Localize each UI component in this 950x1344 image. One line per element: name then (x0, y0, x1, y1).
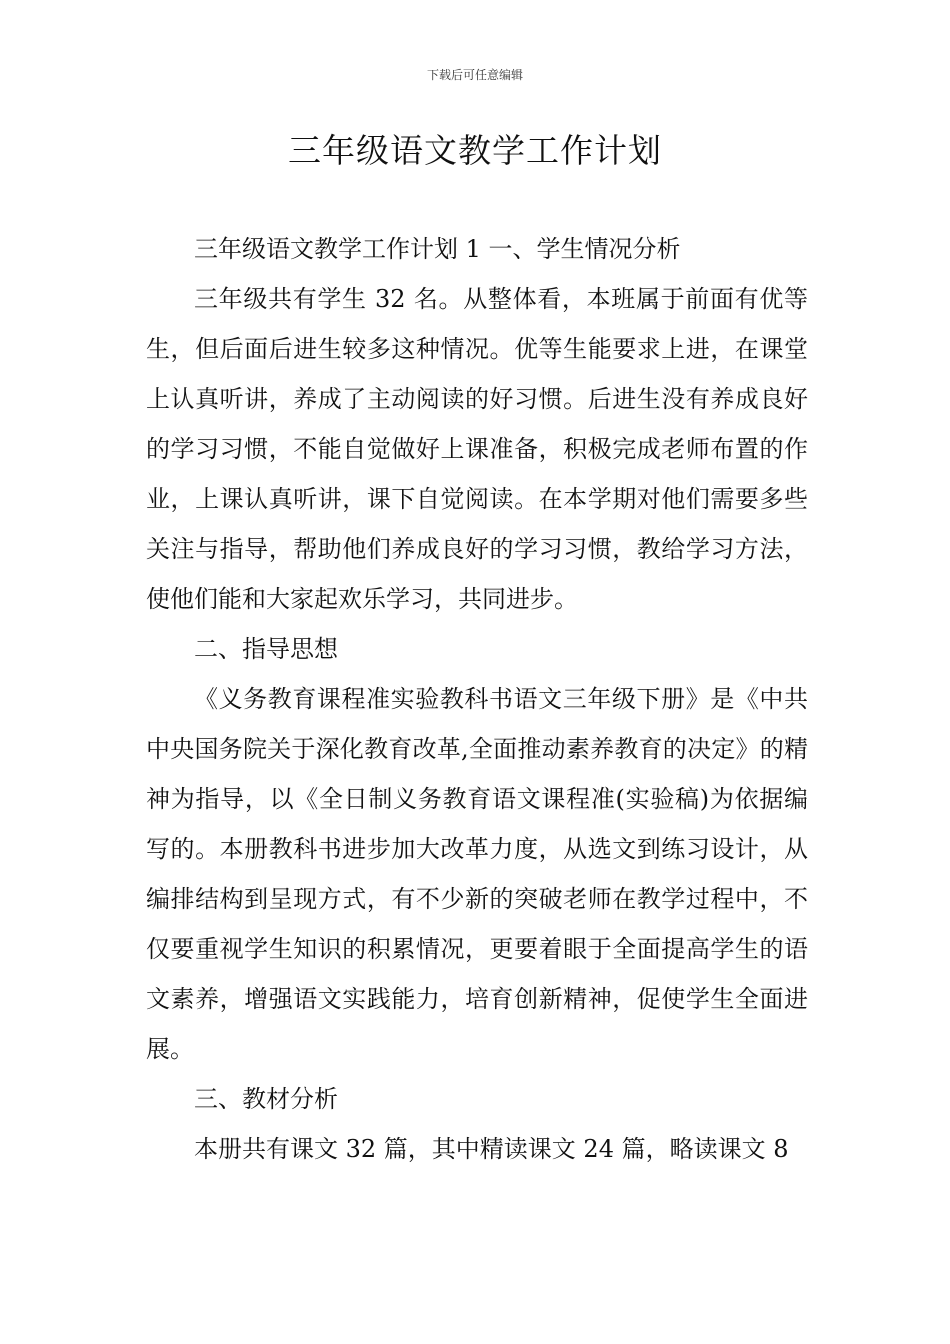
header-note: 下载后可任意编辑 (426, 68, 523, 82)
section-heading-guiding-thought: 二、指导思想 (194, 635, 338, 663)
paragraph-textbook-analysis: 本册共有课文 32 篇，其中精读课文 24 篇，略读课文 8 (194, 1135, 789, 1163)
section-heading-textbook-analysis: 三、教材分析 (194, 1085, 338, 1113)
paragraph-student-analysis: 三年级共有学生 32 名。从整体看，本班属于前面有优等生，但后面后进生较多这种情况。优等生能要求上进，在课堂上认真听讲，养成了主动阅读的好习惯。后进生没有养成良好的学习习惯，不能自觉做好上课准备，积极完成老师布置的作业，上课认真听讲，课下自觉阅读。在本学期对他们需要多些关注与指导，帮助他们养成良好的学习习惯，教给学习方法，使他们能和大家起欢乐学习，共同进步。 (146, 285, 808, 613)
paragraph-guiding-thought: 《义务教育课程准实验教科书语文三年级下册》是《中共中央国务院关于深化教育改革,全面推动素养教育的决定》的精神为指导，以《全日制义务教育语文课程准(实验稿)为依据编写的。本册教科书进步加大改革力度，从选文到练习设计，从编排结构到呈现方式，有不少新的突破老师在教学过程中，不仅要重视学生知识的积累情况，更要着眼于全面提高学生的语文素养，增强语文实践能力，培育创新精神，促使学生全面进展。 (146, 685, 808, 1063)
document-title: 三年级语文教学工作计划 (288, 131, 662, 170)
section-heading-student-analysis: 三年级语文教学工作计划 1 一、学生情况分析 (194, 235, 681, 263)
document-body (146, 224, 808, 1174)
